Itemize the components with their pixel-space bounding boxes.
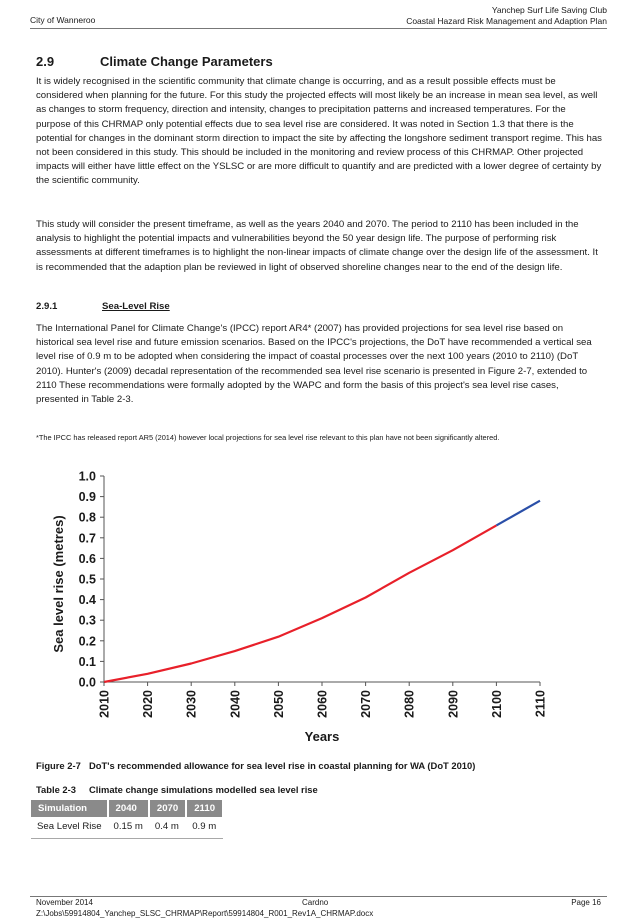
paragraph-intro: It is widely recognised in the scientific community that climate change is occurring, and as a result possible effects must be considered when planning for the future. For this study the projected effects will most likely be an increase in mean sea level, as well as changes to storm frequency, direction and intensity, changes to precipitation patterns and increased temperatures. For the purpose of this CHRMAP only potential effects due to sea level rise are considered. It was noted in Section 1.3 that there is the potential for changes in the dominant storm direction to impact the site by affecting the longshore sediment transport regime. This has not been considered in this study. This should be included in the monitoring and review process of this CHRMAP. Other projected impacts will either have little effect on the YSLSC or are more difficult to quantify and are predicted with a lower degree of certainty by the scientific community. (36, 76, 602, 187)
table-row (31, 817, 223, 839)
header-project-line1: Yanchep Surf Life Saving Club (491, 5, 607, 15)
sea-level-rise-chart (36, 462, 556, 754)
paragraph-sea-level-rise: The International Panel for Climate Change's (IPCC) report AR4* (2007) has provided projections for sea level rise based on historical sea level rise and future emission scenarios. Based on the IPCC's projections, the DoT have recommended a vertical sea level rise of 0.9 m to be adopted when considering the impact of coastal processes over the next 100 years (2010 to 2110) (DoT 2010). Hunter's (2009) decadal representation of the recommended sea level rise scenario is presented in Figure 2-7, extended to 2110 These recommendations were formally adopted by the WAPC and form the basis of this project's sea level rise cases, presented in Table 2-3. (36, 323, 592, 406)
table-cell: 0.9 m (186, 817, 223, 839)
subsection-title: Sea-Level Rise (102, 301, 170, 312)
section-heading (36, 54, 273, 69)
y-tick-label: 0.3 (78, 613, 96, 628)
y-tick-label: 0.6 (78, 551, 96, 566)
table-header-cell: 2040 (108, 800, 149, 817)
x-tick-label: 2040 (228, 690, 243, 718)
subsection-heading (36, 301, 170, 312)
x-tick-label: 2080 (402, 690, 417, 718)
table-header-row (31, 800, 223, 817)
x-tick-label: 2110 (533, 690, 548, 718)
table-header-cell: Simulation (31, 800, 108, 817)
paragraph-timeframes: This study will consider the present timeframe, as well as the years 2040 and 2070. The period to 2110 has been included in the analysis to highlight the potential impacts and vulnerabilities beyond the 50 year design life. The purpose of performing risk assessments at different timeframes is to highlight the non-linear impacts of climate change over the design life of the assessment. It is recommended that the adaption plan be reviewed in light of observed shoreline changes near to the end of the design life. (36, 219, 598, 273)
header-client: City of Wanneroo (30, 15, 96, 25)
table-cell: 0.4 m (149, 817, 186, 839)
x-tick-label: 2020 (141, 690, 156, 718)
x-tick-label: 2050 (271, 690, 286, 718)
y-tick-label: 0.9 (78, 490, 96, 505)
series-line-to-2100 (104, 525, 496, 682)
x-tick-label: 2100 (489, 690, 504, 718)
figure-caption-text: DoT's recommended allowance for sea level rise in coastal planning for WA (DoT 2010) (89, 760, 476, 771)
table-cell: 0.15 m (108, 817, 149, 839)
series-line-2100-2110 (496, 501, 540, 526)
x-tick-label: 2070 (359, 690, 374, 718)
y-tick-label: 0.5 (78, 572, 96, 587)
footer-company: Cardno (302, 898, 329, 907)
y-tick-label: 1.0 (78, 469, 96, 484)
footer-date: November 2014 (36, 898, 93, 907)
header-project-line2: Coastal Hazard Risk Management and Adaption Plan (406, 16, 607, 26)
table-header-cell: 2110 (186, 800, 223, 817)
x-axis-label: Years (304, 729, 340, 744)
y-tick-label: 0.1 (78, 654, 96, 669)
y-tick-label: 0.2 (78, 634, 96, 649)
y-tick-label: 0.8 (78, 510, 96, 525)
y-tick-label: 0.4 (78, 593, 96, 608)
footer-file-path: Z:\Jobs\59914804_Yanchep_SLSC_CHRMAP\Report\59914804_R001_Rev1A_CHRMAP.docx (36, 909, 374, 918)
y-axis-label: Sea level rise (metres) (51, 515, 66, 653)
x-tick-label: 2010 (97, 690, 112, 718)
y-tick-label: 0.0 (78, 675, 96, 690)
header-divider (30, 28, 607, 29)
figure-caption (36, 760, 475, 771)
x-tick-label: 2090 (446, 690, 461, 718)
header-project (406, 5, 607, 27)
x-tick-label: 2060 (315, 690, 330, 718)
figure-caption-label: Figure 2-7 (36, 760, 81, 771)
section-title: Climate Change Parameters (100, 54, 273, 69)
section-number: 2.9 (36, 54, 55, 69)
footer-page-number: Page 16 (571, 898, 601, 907)
footnote: *The IPCC has released report AR5 (2014) however local projections for sea level rise relevant to this plan have not been significantly altered. (36, 433, 500, 442)
simulation-table (31, 800, 224, 839)
y-tick-label: 0.7 (78, 531, 96, 546)
table-caption (36, 784, 318, 795)
subsection-number: 2.9.1 (36, 301, 58, 312)
table-cell: Sea Level Rise (31, 817, 108, 839)
table-caption-label: Table 2-3 (36, 784, 76, 795)
footer-divider (30, 896, 607, 897)
table-caption-text: Climate change simulations modelled sea level rise (89, 784, 318, 795)
x-tick-label: 2030 (184, 690, 199, 718)
table-header-cell: 2070 (149, 800, 186, 817)
